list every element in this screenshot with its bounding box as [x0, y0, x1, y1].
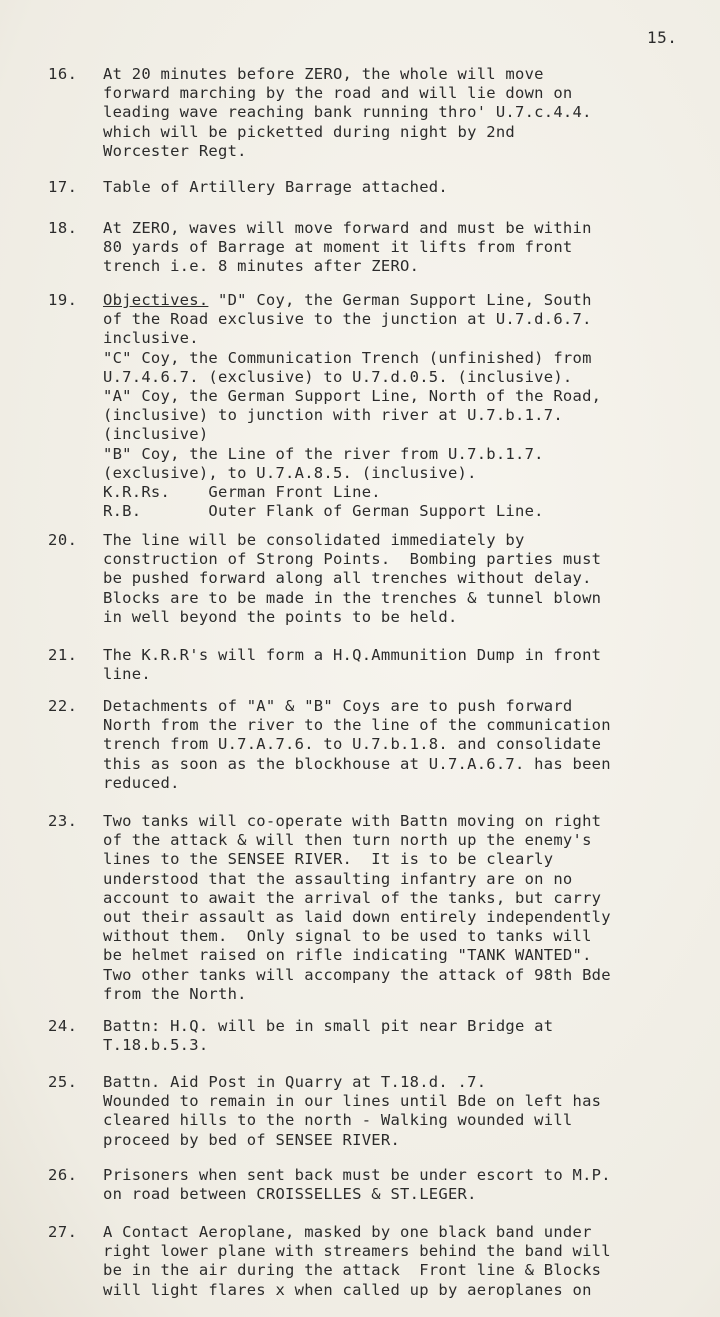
text-line: At ZERO, waves will move forward and must be within [103, 219, 592, 237]
paragraph-number: 25. [48, 1073, 78, 1091]
paragraph-number: 18. [48, 219, 78, 237]
paragraph-body [103, 1223, 708, 1300]
text-line: Wounded to remain in our lines until Bde on left has [103, 1092, 602, 1111]
text-line: cleared hills to the north - Walking wounded will [103, 1111, 573, 1130]
paragraph-body [103, 178, 708, 197]
text-line: Two tanks will co-operate with Battn moving on right [103, 812, 602, 830]
paragraph-body [103, 531, 708, 627]
paragraph-24 [48, 1017, 708, 1055]
text-line: 80 yards of Barrage at moment it lifts from front [103, 238, 573, 257]
paragraph-number: 26. [48, 1166, 78, 1184]
paragraph-19 [48, 291, 708, 521]
text-line: (exclusive), to U.7.A.8.5. (inclusive). [103, 463, 477, 482]
text-line: on road between CROISSELLES & ST.LEGER. [103, 1185, 477, 1204]
paragraph-23 [48, 812, 708, 1004]
paragraph-26 [48, 1166, 708, 1204]
text-line: this as soon as the blockhouse at U.7.A.6.7. has been [103, 754, 611, 773]
paragraph-body [103, 1017, 708, 1055]
text-line: North from the river to the line of the communication [103, 716, 611, 735]
text-line: "C" Coy, the Communication Trench (unfinished) from [103, 348, 592, 367]
text-line: R.B. Outer Flank of German Support Line. [103, 502, 544, 521]
paragraph-body [103, 65, 708, 161]
text-line: Battn: H.Q. will be in small pit near Bridge at [103, 1017, 554, 1035]
text-line: will light flares x when called up by aeroplanes on [103, 1280, 592, 1299]
paragraph-body [103, 646, 708, 684]
text-line: Blocks are to be made in the trenches & tunnel blown [103, 588, 602, 607]
text-line: Battn. Aid Post in Quarry at T.18.d. .7. [103, 1073, 487, 1091]
paragraph-27 [48, 1223, 708, 1300]
page-number: 15. [647, 28, 678, 47]
text-line: Detachments of "A" & "B" Coys are to push forward [103, 697, 573, 715]
paragraph-body [103, 697, 708, 793]
text-line: account to await the arrival of the tanks, but carry [103, 888, 602, 907]
paragraph-body [103, 1073, 708, 1150]
text-line: Table of Artillery Barrage attached. [103, 178, 448, 196]
text-line: K.R.Rs. German Front Line. [103, 482, 381, 501]
text-line: out their assault as laid down entirely independently [103, 907, 611, 926]
text-line: At 20 minutes before ZERO, the whole will move [103, 65, 544, 83]
text-line: be helmet raised on rifle indicating "TANK WANTED". [103, 946, 592, 965]
text-line: in well beyond the points to be held. [103, 607, 458, 626]
text-line: (inclusive) to junction with river at U.7.b.1.7. [103, 406, 563, 425]
text-line: which will be picketted during night by 2nd [103, 122, 516, 141]
paragraph-number: 21. [48, 646, 78, 664]
text-line: inclusive. [103, 329, 199, 348]
paragraph-25 [48, 1073, 708, 1150]
paragraph-body [103, 1166, 708, 1204]
text-line: of the attack & will then turn north up the enemy's [103, 831, 592, 850]
text-line: lines to the SENSEE RIVER. It is to be clearly [103, 850, 554, 869]
text-line: "A" Coy, the German Support Line, North of the Road, [103, 386, 602, 405]
text-line: Two other tanks will accompany the attack of 98th Bde [103, 965, 611, 984]
text-line-rest: "D" Coy, the German Support Line, South [208, 291, 592, 309]
text-line: from the North. [103, 984, 247, 1003]
text-line: of the Road exclusive to the junction at U.7.d.6.7. [103, 310, 592, 329]
text-line: trench from U.7.A.7.6. to U.7.b.1.8. and consolidate [103, 735, 602, 754]
paragraph-number: 16. [48, 65, 78, 83]
text-line: "B" Coy, the Line of the river from U.7.b.1.7. [103, 444, 544, 463]
paragraph-number: 22. [48, 697, 78, 715]
text-line: leading wave reaching bank running thro' U.7.c.4.4. [103, 103, 592, 122]
text-line: proceed by bed of SENSEE RIVER. [103, 1130, 401, 1149]
text-line: reduced. [103, 773, 180, 792]
paragraph-number: 24. [48, 1017, 78, 1035]
text-line: be pushed forward along all trenches without delay. [103, 569, 592, 588]
text-line: The K.R.R's will form a H.Q.Ammunition Dump in front [103, 646, 602, 664]
paragraph-16 [48, 65, 708, 161]
text-line: construction of Strong Points. Bombing parties must [103, 550, 602, 569]
text-line: understood that the assaulting infantry are on no [103, 869, 573, 888]
text-line: Worcester Regt. [103, 141, 247, 160]
paragraph-number: 17. [48, 178, 78, 196]
text-line: right lower plane with streamers behind the band will [103, 1242, 611, 1261]
text-line: (inclusive) [103, 425, 209, 444]
text-line: forward marching by the road and will lie down on [103, 84, 573, 103]
paragraph-body [103, 219, 708, 277]
paragraph-22 [48, 697, 708, 793]
paragraph-20 [48, 531, 708, 627]
text-line: be in the air during the attack Front line & Blocks [103, 1261, 602, 1280]
paragraph-18 [48, 219, 708, 277]
text-line: U.7.4.6.7. (exclusive) to U.7.d.0.5. (inclusive). [103, 367, 573, 386]
paragraph-body [103, 812, 708, 1004]
text-line: Prisoners when sent back must be under escort to M.P. [103, 1166, 611, 1184]
text-line: without them. Only signal to be used to tanks will [103, 927, 592, 946]
paragraph-number: 23. [48, 812, 78, 830]
paragraph-body [103, 291, 708, 521]
text-line: A Contact Aeroplane, masked by one black band under [103, 1223, 592, 1241]
text-line: trench i.e. 8 minutes after ZERO. [103, 257, 420, 276]
paragraph-number: 20. [48, 531, 78, 549]
text-line: T.18.b.5.3. [103, 1036, 209, 1055]
text-line: line. [103, 665, 151, 684]
paragraph-21 [48, 646, 708, 684]
text-line [103, 291, 708, 310]
paragraph-number: 27. [48, 1223, 78, 1241]
paragraph-heading: Objectives. [103, 291, 209, 309]
paragraph-17 [48, 178, 708, 197]
paragraph-number: 19. [48, 291, 78, 309]
text-line: The line will be consolidated immediately by [103, 531, 525, 549]
